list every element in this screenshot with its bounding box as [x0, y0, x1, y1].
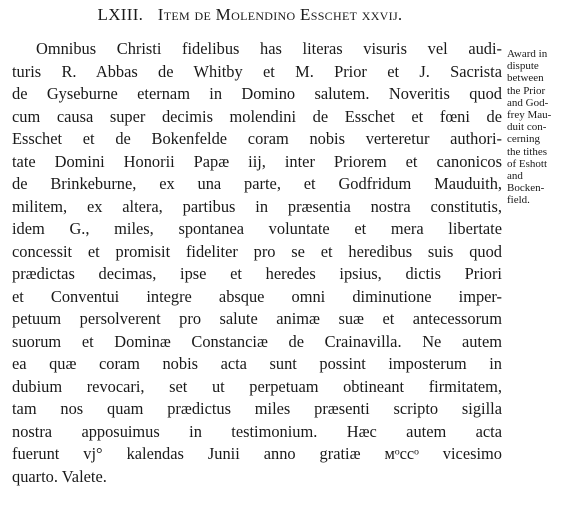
body-line: de Gyseburne eternam in Domino salutem. Noveritis quod	[12, 84, 502, 103]
margin-note-line: Award in	[507, 48, 548, 60]
body-line: militem, ex altera, partibus in præsentia nostra constitutis,	[12, 196, 502, 216]
body-line: fuerunt vj° kalendas Junii anno gratiæ ᴍᵒccᵒ vicesimo	[12, 444, 502, 463]
body-line: ea quæ coram nobis acta sunt possint imposterum in	[12, 354, 502, 373]
marginal-note	[507, 48, 571, 207]
margin-note-line: the tithes	[507, 145, 548, 158]
body-line: concessit et promisit fideliter pro se et heredibus suis quod	[12, 241, 502, 261]
charter-number: LXIII.	[97, 5, 144, 24]
charter-title: Item de Molendino Esschet xxvij.	[157, 5, 403, 24]
margin-note-line: frey Mau-	[507, 109, 552, 122]
body-line: et Conventui integre absque omni diminutione imper-	[12, 286, 502, 306]
body-line: dubium revocari, set ut perpetuam obtineant firmitatem,	[12, 376, 502, 396]
body-line: Esschet et de Bokenfelde coram nobis verteretur authori-	[12, 129, 502, 148]
margin-note-line: and	[507, 170, 523, 183]
margin-note-line: between	[507, 72, 544, 85]
margin-note-line: Bocken-	[507, 182, 545, 195]
body-line: petuum persolverent pro salute animæ suæ et antecessorum	[12, 309, 502, 328]
body-line: Omnibus Christi fidelibus has literas visuris vel audi-	[36, 39, 502, 58]
body-line: nostra apposuimus in testimonium. Hæc autem acta	[12, 421, 502, 441]
body-line: turis R. Abbas de Whitby et M. Prior et J. Sacrista	[12, 61, 502, 81]
charter-body	[12, 38, 502, 488]
margin-note-line: of Eshott	[507, 157, 548, 170]
margin-note-line: cerning	[507, 133, 540, 146]
margin-note-line: field.	[507, 194, 530, 207]
body-line: tam nos quam prædictus miles præsenti scripto sigilla	[12, 399, 502, 418]
charter-heading	[0, 5, 500, 25]
margin-note-line: and God-	[507, 96, 549, 109]
body-line: de Brinkeburne, ex una parte, et Godfridum Mauduith,	[12, 174, 502, 193]
body-line: suorum et Dominæ Constanciæ de Crainavilla. Ne autem	[12, 331, 502, 351]
margin-note-line: the Prior	[507, 84, 546, 97]
margin-note-line: duit con-	[507, 121, 547, 134]
body-line-last: quarto. Valete.	[12, 466, 107, 486]
body-line: cum causa super decimis molendini de Esschet et fœni de	[12, 106, 502, 126]
body-line: idem G., miles, spontanea voluntate et mera libertate	[12, 219, 502, 238]
body-line: tate Domini Honorii Papæ iij, inter Priorem et canonicos	[12, 151, 502, 171]
body-line: prædictas decimas, ipse et heredes ipsius, dictis Priori	[12, 264, 502, 283]
margin-note-line: dispute	[507, 60, 539, 73]
